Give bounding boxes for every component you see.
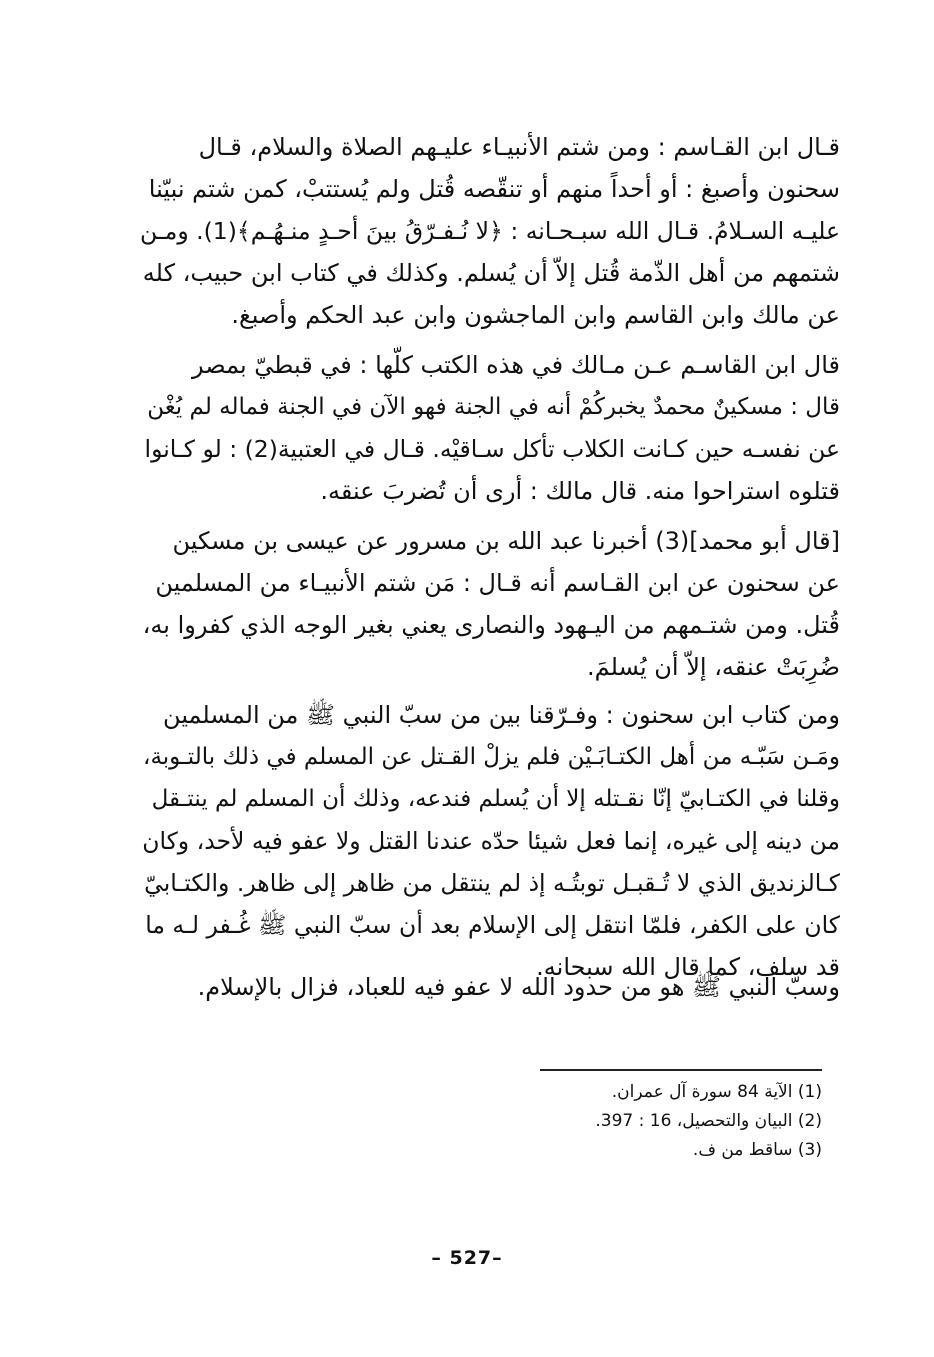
footnote-3: (3) ساقط من ف. xyxy=(692,1140,822,1160)
text-line: قتلوه استراحوا منه. قال مالك : أرى أن تُضربَ عنقه. xyxy=(320,477,840,505)
text-line: كـالزنديق الذي لا تُـقبـل توبتُـه إذ لم ينتقل من ظاهر إلى ظاهر. والكتـابيّ xyxy=(144,869,840,897)
text-line: قال : مسكينٌ محمدٌ يخبركُمْ أنه في الجنة فهو الآن في الجنة فماله لم يُغْن xyxy=(147,394,840,420)
footnote-1: (1) الآية 84 سورة آل عمران. xyxy=(611,1082,822,1102)
text-line: قال ابن القاسـم عـن مـالك في هذه الكتب كلّها : في قبطيّ بمصر xyxy=(192,351,840,379)
text-line: قـال ابن القـاسم : ومن شتم الأنبيـاء عليـهم الصلاة والسلام، قـال xyxy=(198,133,840,161)
footnote-2: (2) البيان والتحصيل، 16 : 397. xyxy=(595,1111,822,1131)
text-line: عن سحنون عن ابن القـاسم أنه قـال : مَن شتم الأنبيـاء من المسلمين xyxy=(155,569,840,597)
text-line: وقلنا في الكتـابيّ إنّا نقـتله إلا أن يُسلم فندعه، وذلك أن المسلم لم ينتـقل xyxy=(151,786,840,812)
paragraph-4 xyxy=(140,694,840,988)
paragraph-5 xyxy=(140,966,840,1008)
text-line: سحنون وأصبغ : أو أحداً منهم أو تنقّصه قُتل ولم يُستتبْ، كمن شتم نبيّنا xyxy=(148,175,840,203)
text-line: عن مالك وابن القاسم وابن الماجشون وابن عبد الحكم وأصبغ. xyxy=(231,301,840,329)
text-line: ومن كتاب ابن سحنون : وفـرّقنا بين من سبّ النبي ﷺ من المسلمين xyxy=(163,701,840,729)
footnote-divider xyxy=(540,1069,822,1071)
paragraph-2 xyxy=(140,344,840,512)
text-line: قد سلف، كما قال الله سبحانه. xyxy=(536,953,840,981)
text-line: ضُرِبَتْ عنقه، إلاّ أن يُسلمَ. xyxy=(587,653,840,681)
text-line: [قال أبو محمد](3) أخبرنا عبد الله بن مسرور عن عيسى بن مسكين xyxy=(172,527,840,555)
paragraph-1 xyxy=(140,126,840,336)
text-line: قُتل. ومن شتـمهم من اليـهود والنصارى يعني بغير الوجه الذي كفروا به، xyxy=(142,611,840,639)
text-line: عن نفسـه حين كـانت الكلاب تأكل سـاقيْه. قـال في العتبية(2) : لو كـانوا xyxy=(144,435,840,463)
text-line: من دينه إلى غيره، إنما فعل شيئا حدّه عندنا القتل ولا عفو فيه لأحد، وكان xyxy=(142,827,840,855)
text-line: ومَـن سَبّـه من أهل الكتـابَـيْن فلم يزلْ القـتل عن المسلم في ذلك بالتـوبة، xyxy=(143,744,840,770)
footnotes xyxy=(420,1078,822,1165)
text-line: شتمهم من أهل الذّمة قُتل إلاّ أن يُسلم. وكذلك في كتاب ابن حبيب، كله xyxy=(142,259,840,287)
text-line: كان على الكفر، فلمّا انتقل إلى الإسلام بعد أن سبّ النبي ﷺ غُـفر لـه ما xyxy=(145,911,840,939)
page-number: – 527– xyxy=(431,1247,503,1269)
paragraph-3 xyxy=(140,520,840,688)
text-line: عليـه السـلامُ. قـال الله سبـحـانه : ﴿لا نُـفـرّقُ بينَ أحـدٍ منـهُـم﴾(1). ومـن xyxy=(139,217,840,245)
text-line: وسبّ النبي ﷺ هو من حدود الله لا عفو فيه للعباد، فزال بالإسلام. xyxy=(197,973,840,1001)
